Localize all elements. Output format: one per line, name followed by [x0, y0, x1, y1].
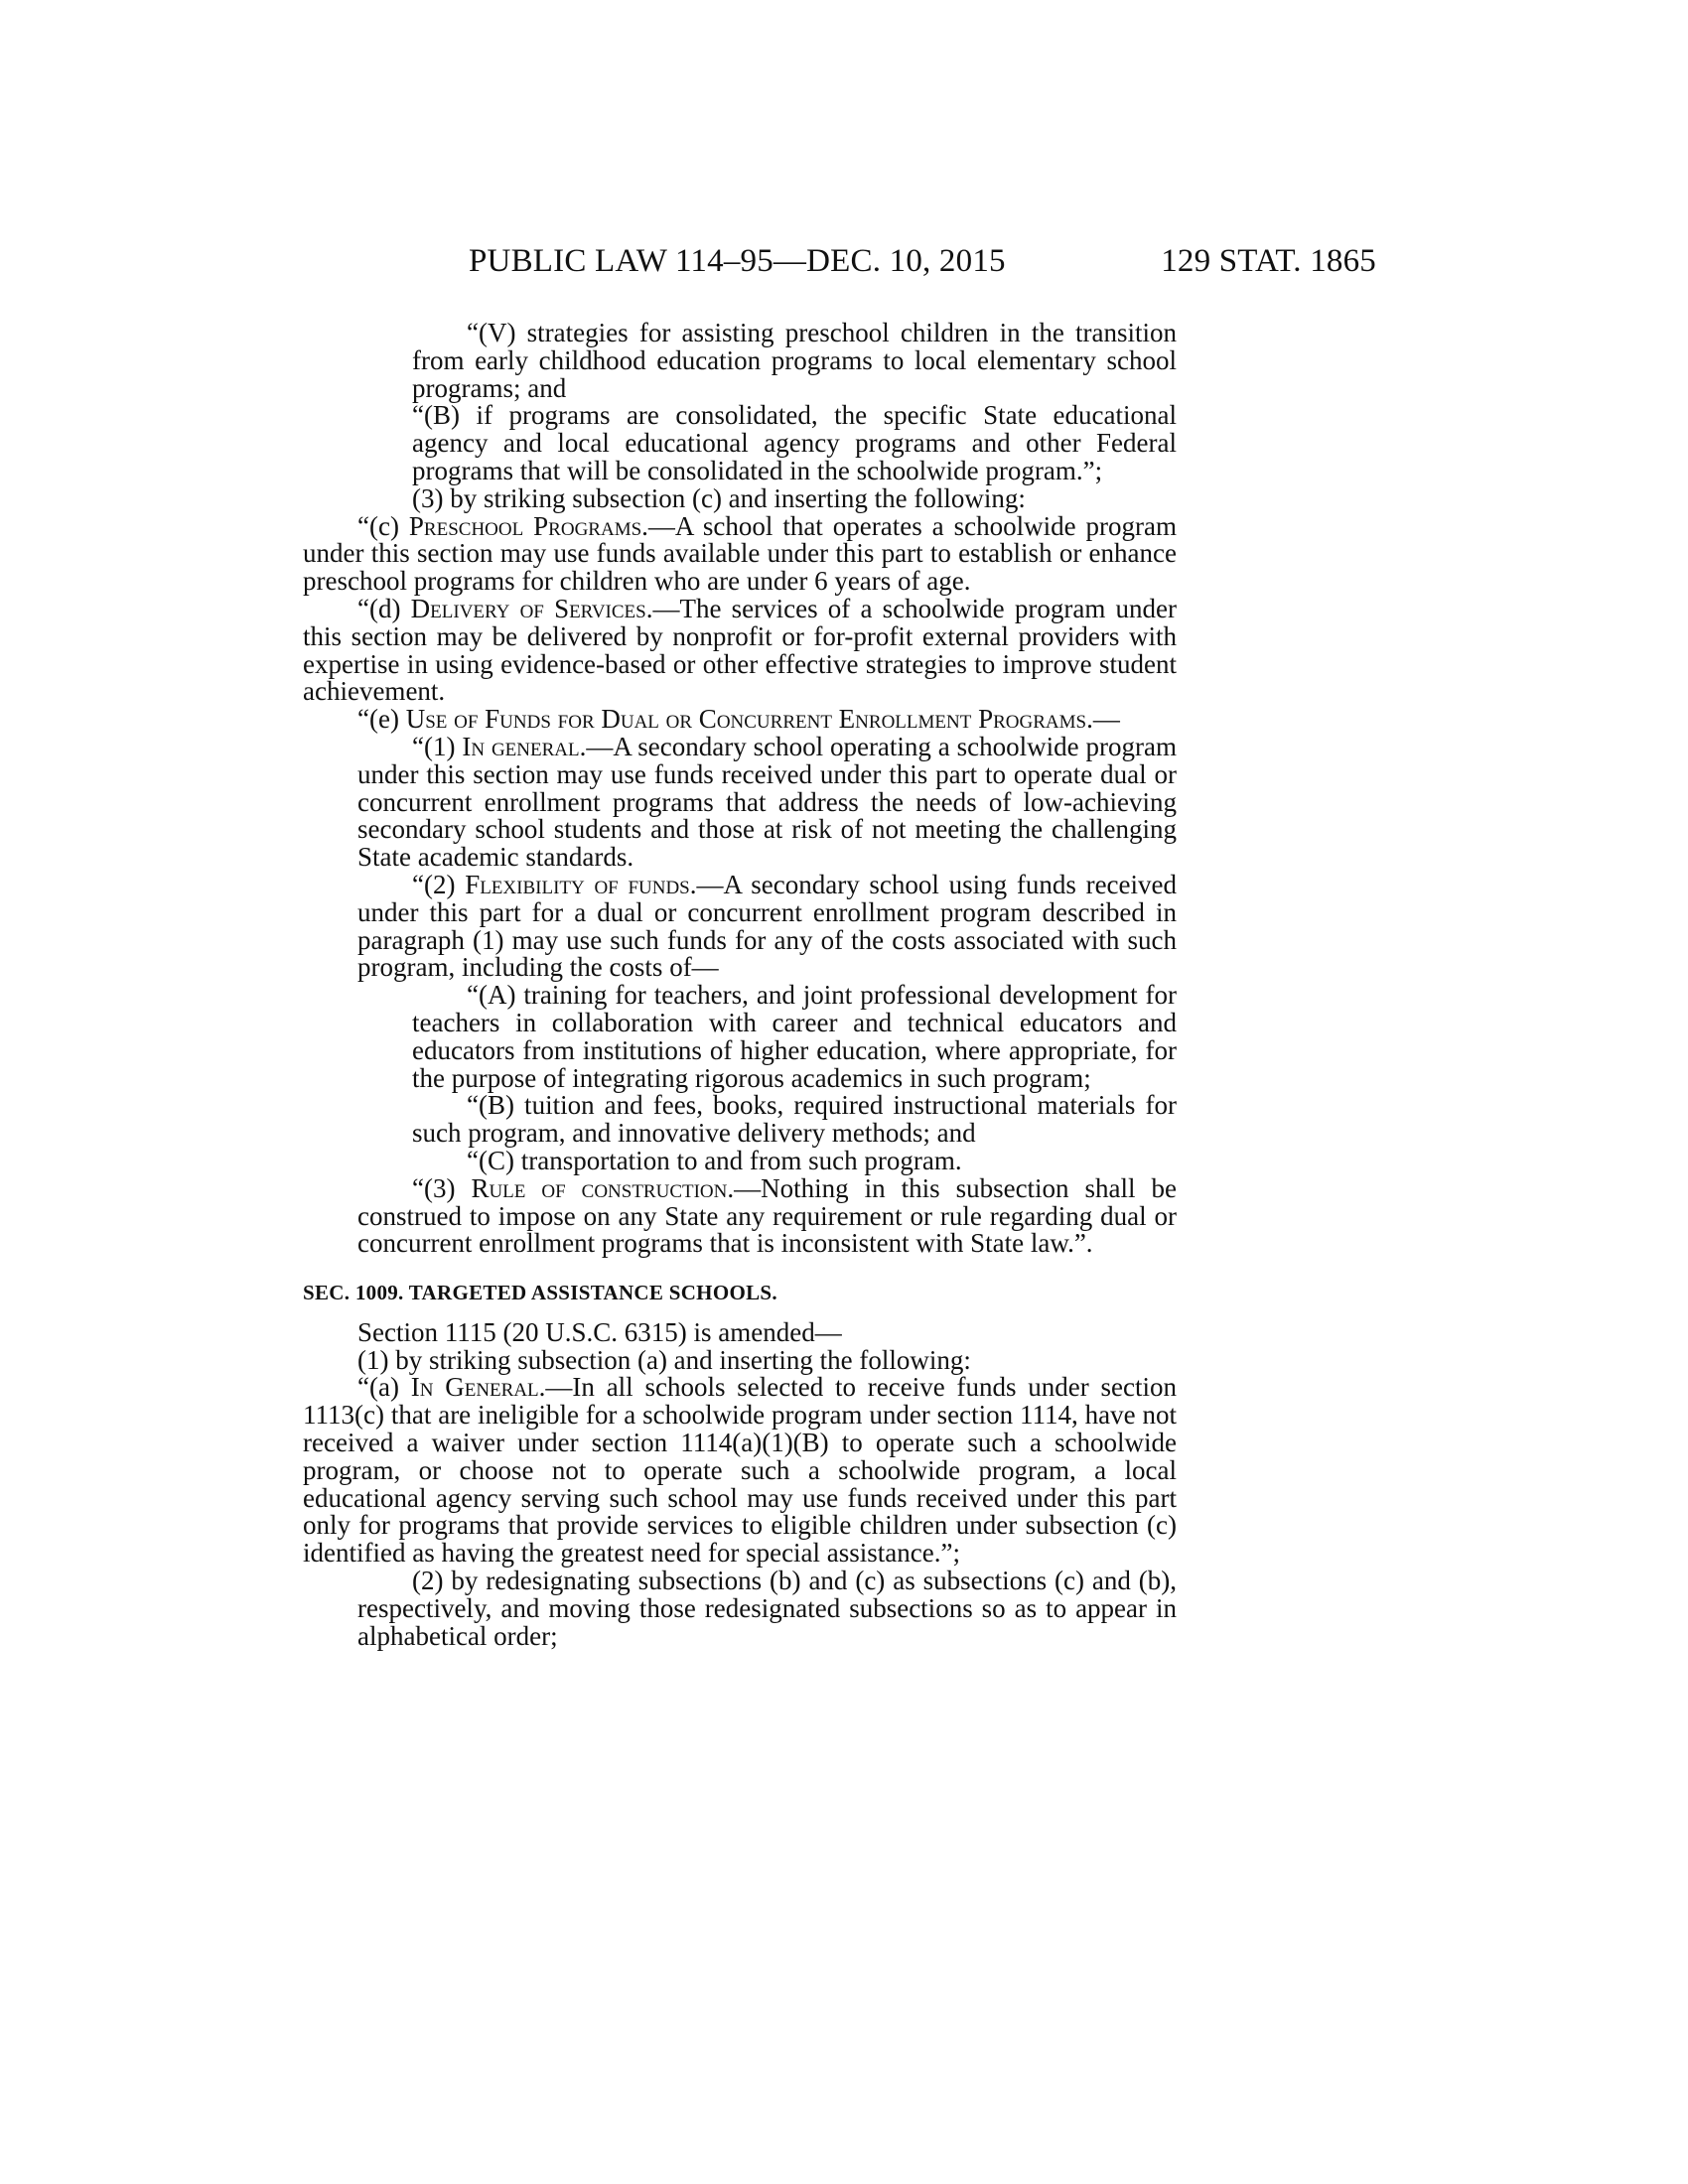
subsection-c — [303, 510, 1177, 597]
amendment-item-3: (3) by striking subsection (c) and inserting the following: — [412, 482, 1026, 513]
paragraph-e-3-heading: Rule of construction — [471, 1172, 728, 1203]
paragraph-e-1 — [303, 731, 1177, 873]
document-body — [303, 320, 1177, 1650]
paragraph-e-1-heading: In general — [462, 731, 580, 761]
subsection-d-heading: Delivery of Services — [410, 593, 646, 623]
subparagraph-b-text: “(B) if programs are consolidated, the specific State educational agency and local educational agency programs and other Federal programs that will be consolidated in the schoolwide program.”; — [412, 400, 1177, 485]
subsection-c-text: .—A school that operates a schoolwide program under this section may use funds available under this part to establish or enhance preschool programs for children who are under 6 years of age. — [303, 510, 1177, 597]
paragraph-e-2-heading: Flexibility of funds — [465, 869, 690, 899]
subparagraph-b — [303, 402, 1177, 484]
subsection-e-heading: Use of Funds for Dual or Concurrent Enrollment Programs — [405, 704, 1087, 735]
paragraph-e-3 — [303, 1172, 1177, 1259]
amendment-item-1: (1) by striking subsection (a) and inserting the following: — [357, 1344, 971, 1375]
subsection-d-lead: “(d) — [357, 593, 411, 623]
subparagraph-e-2-b: “(B) tuition and fees, books, required instructional materials for such program, and innovative delivery methods; and — [412, 1090, 1177, 1149]
page-header — [469, 243, 1376, 288]
paragraph-e-2-lead: “(2) — [412, 869, 466, 899]
paragraph-e-2-text: .—A secondary school using funds received under this part for a dual or concurrent enrollment program described in paragraph (1) may use such funds for any of the costs associated with such program, including the costs of— — [357, 869, 1178, 983]
subparagraph-e-2-c: “(C) transportation to and from such program. — [467, 1145, 962, 1175]
subsection-c-lead: “(c) — [357, 510, 409, 541]
subparagraph-e-2-a: “(A) training for teachers, and joint professional development for teachers in collaboration with career and technical educators and educators from institutions of higher education, where appropriate, for the purpose of integrating rigorous academics in such program; — [412, 980, 1177, 1093]
subsection-a-heading: In General — [410, 1372, 539, 1403]
paragraph-e-3-lead: “(3) — [412, 1172, 472, 1203]
subsection-d — [303, 593, 1177, 707]
amendment-item-2: (2) by redesignating subsections (b) and (c) as subsections (c) and (b), respectively, and moving those redesignated subsections so as to appear in alphabetical order; — [357, 1566, 1177, 1651]
section-heading: SEC. 1009. TARGETED ASSISTANCE SCHOOLS. — [303, 1281, 777, 1305]
running-head-title: PUBLIC LAW 114–95—DEC. 10, 2015 — [469, 243, 1006, 279]
clause-v: “(V) strategies for assisting preschool children in the transition from early childhood education programs to local elementary school programs; and — [412, 318, 1177, 403]
subsection-a — [303, 1374, 1177, 1568]
paragraph-e-1-text: .—A secondary school operating a schoolwide program under this section may use funds received under this part to operate dual or concurrent enrollment programs that address the needs of low-achieving secondary school students and those at risk of not meeting the challenging State academic standards. — [357, 731, 1177, 873]
subsection-c-heading: Preschool Programs — [408, 510, 642, 541]
subsection-a-text: .—In all schools selected to receive funds under section 1113(c) that are ineligible for a schoolwide program under section 1114, have not received a waiver under section 1114(a)(1)(B) to operate such a schoolwide program, or choose not to operate such a schoolwide program, a local educational agency serving such school may use funds received under this part only for programs that provide services to eligible children under subsection (c) identified as having the greatest need for special assistance.”; — [303, 1372, 1177, 1569]
paragraph-e-2 — [303, 869, 1178, 983]
section-intro: Section 1115 (20 U.S.C. 6315) is amended— — [357, 1316, 842, 1347]
subsection-d-text: .—The services of a schoolwide program under this section may be delivered by nonprofit or for-profit external providers with expertise in using evidence-based or other effective strategies to improve student achievement. — [303, 593, 1177, 707]
paragraph-e-3-text: .—Nothing in this subsection shall be construed to impose on any State any requirement or rule regarding dual or concurrent enrollment programs that is inconsistent with State law.”. — [357, 1172, 1177, 1259]
subsection-a-lead: “(a) — [357, 1372, 411, 1403]
paragraph-e-1-lead: “(1) — [412, 731, 463, 761]
subsection-e-text: .— — [1086, 704, 1120, 735]
subsection-e — [303, 706, 1177, 734]
page-reference: 129 STAT. 1865 — [1161, 243, 1376, 279]
subsection-e-lead: “(e) — [357, 704, 406, 735]
